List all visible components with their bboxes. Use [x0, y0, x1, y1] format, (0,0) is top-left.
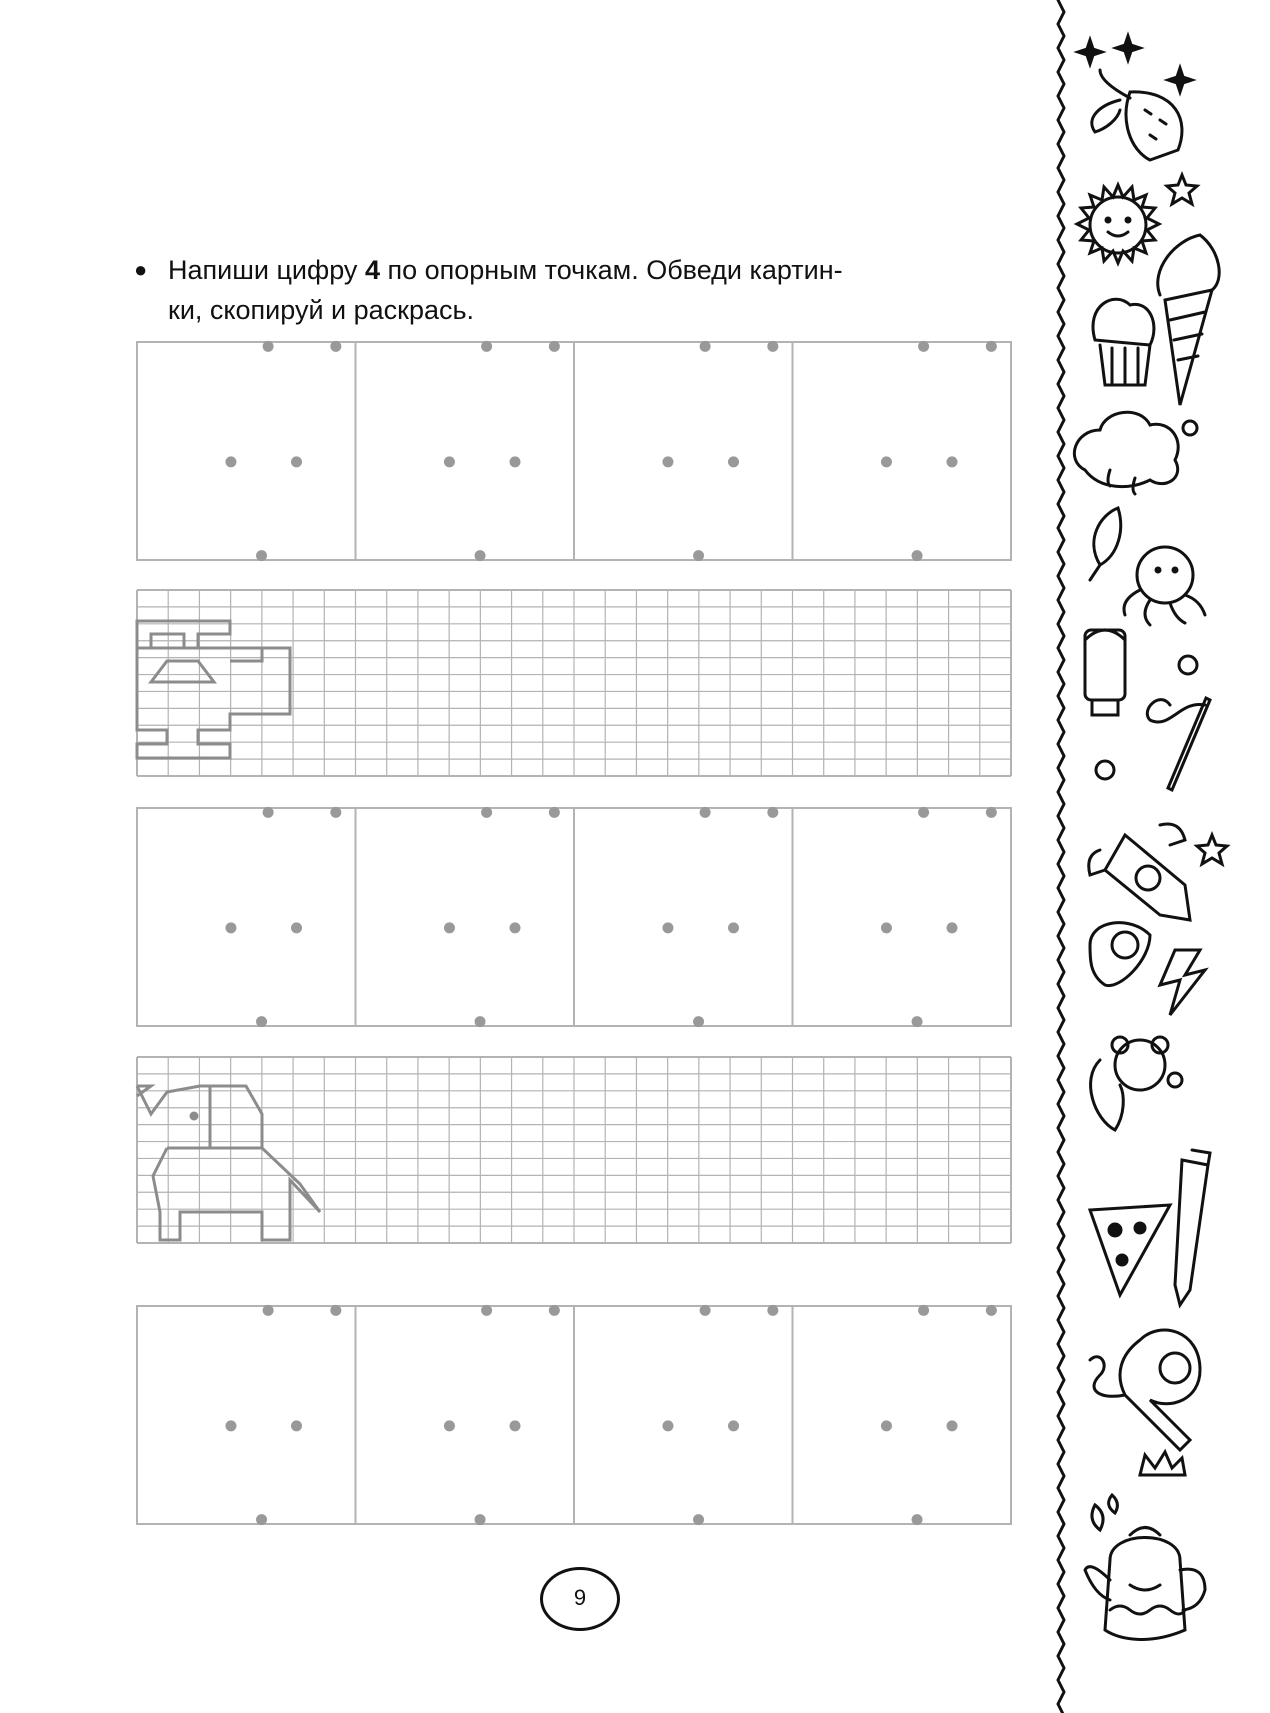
- guide-dot: [947, 456, 958, 467]
- guide-dot: [947, 1420, 958, 1431]
- guide-dot: [881, 456, 892, 467]
- guide-dot: [263, 1305, 274, 1316]
- pen-icon: [1175, 1150, 1210, 1305]
- doodle-border: [1058, 0, 1227, 1713]
- instruction-text: Напиши цифру 4 по опорным точкам. Обведи картин- ки, скопируй и раскрась.: [168, 255, 843, 325]
- crown-icon: [1140, 1452, 1185, 1475]
- beet-icon: [1092, 70, 1182, 160]
- copy-row-3: [137, 1305, 1011, 1525]
- guide-dot: [918, 341, 929, 352]
- guide-dot: [263, 807, 274, 818]
- guide-dot: [986, 807, 997, 818]
- guide-dot: [693, 550, 704, 561]
- guide-dot: [481, 1305, 492, 1316]
- guide-dot: [700, 341, 711, 352]
- guide-dot: [330, 1305, 341, 1316]
- sun-icon: [1077, 185, 1159, 263]
- grid-panel-airplane[interactable]: [137, 590, 1011, 776]
- guide-dot: [918, 807, 929, 818]
- guide-dot: [881, 922, 892, 933]
- guide-dot: [912, 1016, 923, 1027]
- guide-dot: [549, 807, 560, 818]
- toothpaste-icon: [1085, 630, 1125, 715]
- guide-dot: [662, 1420, 673, 1431]
- guide-dot: [728, 1420, 739, 1431]
- guide-dot: [947, 922, 958, 933]
- lemon-icon: [1090, 923, 1150, 986]
- guide-dot: [510, 1420, 521, 1431]
- guide-dot: [225, 456, 236, 467]
- zigzag-border-line: [1058, 0, 1064, 1713]
- guide-dot: [728, 922, 739, 933]
- cloud-icon: [1074, 412, 1197, 494]
- guide-dot: [767, 1305, 778, 1316]
- guide-dot: [475, 550, 486, 561]
- star-icon: [1197, 835, 1227, 864]
- needle-icon: [1147, 698, 1210, 790]
- octopus-icon: [1124, 547, 1205, 625]
- guide-dot: [767, 341, 778, 352]
- guide-dot: [475, 1514, 486, 1525]
- guide-dot: [693, 1016, 704, 1027]
- guide-dot: [291, 456, 302, 467]
- guide-dot: [510, 456, 521, 467]
- guide-dot: [693, 1514, 704, 1525]
- copy-row-2: [137, 807, 1011, 1027]
- guide-dot: [444, 456, 455, 467]
- ice-cream-icon: [1158, 235, 1219, 405]
- guide-dot: [481, 341, 492, 352]
- guide-dot: [256, 550, 267, 561]
- sparkle-icon: [1078, 36, 1192, 92]
- copy-row-1: [137, 341, 1011, 561]
- guide-dot: [291, 922, 302, 933]
- teapot-icon: [1085, 1528, 1205, 1640]
- guide-dot: [444, 922, 455, 933]
- airplane-figure: [137, 621, 290, 758]
- guide-dot: [481, 807, 492, 818]
- guide-dot: [549, 1305, 560, 1316]
- page-number-badge: [540, 1567, 620, 1631]
- lightning-icon: [1160, 950, 1205, 1015]
- bullet-icon: ●: [134, 257, 148, 282]
- guide-dot: [662, 922, 673, 933]
- grid-panel-elephant[interactable]: [137, 1057, 1011, 1243]
- rocket-icon: [1089, 824, 1190, 920]
- cupcake-icon: [1093, 299, 1154, 385]
- guide-dot: [444, 1420, 455, 1431]
- guide-dot: [986, 341, 997, 352]
- pizza-icon: [1090, 1205, 1170, 1295]
- guide-dot: [256, 1016, 267, 1027]
- guide-dot: [728, 456, 739, 467]
- guide-dot: [912, 1514, 923, 1525]
- guide-dot: [256, 1514, 267, 1525]
- guide-dot: [291, 1420, 302, 1431]
- guide-dot: [700, 807, 711, 818]
- guide-dot: [510, 922, 521, 933]
- guide-dot: [330, 341, 341, 352]
- teddy-bear-icon: [1091, 1037, 1182, 1130]
- guide-dot: [330, 807, 341, 818]
- guide-dot: [475, 1016, 486, 1027]
- guide-dot: [700, 1305, 711, 1316]
- guide-dot: [912, 550, 923, 561]
- guide-dot: [549, 341, 560, 352]
- leaf-icon: [1090, 508, 1121, 580]
- guide-dot: [767, 807, 778, 818]
- star-icon: [1167, 175, 1197, 204]
- guide-dot: [986, 1305, 997, 1316]
- guide-dot: [263, 341, 274, 352]
- guide-dot: [881, 1420, 892, 1431]
- guide-dot: [662, 456, 673, 467]
- digit-label: 4: [364, 255, 380, 285]
- guide-dot: [225, 922, 236, 933]
- guide-dot: [225, 1420, 236, 1431]
- hair-dryer-icon: [1090, 1330, 1200, 1450]
- page-number: 9: [573, 1585, 587, 1610]
- guide-dot: [918, 1305, 929, 1316]
